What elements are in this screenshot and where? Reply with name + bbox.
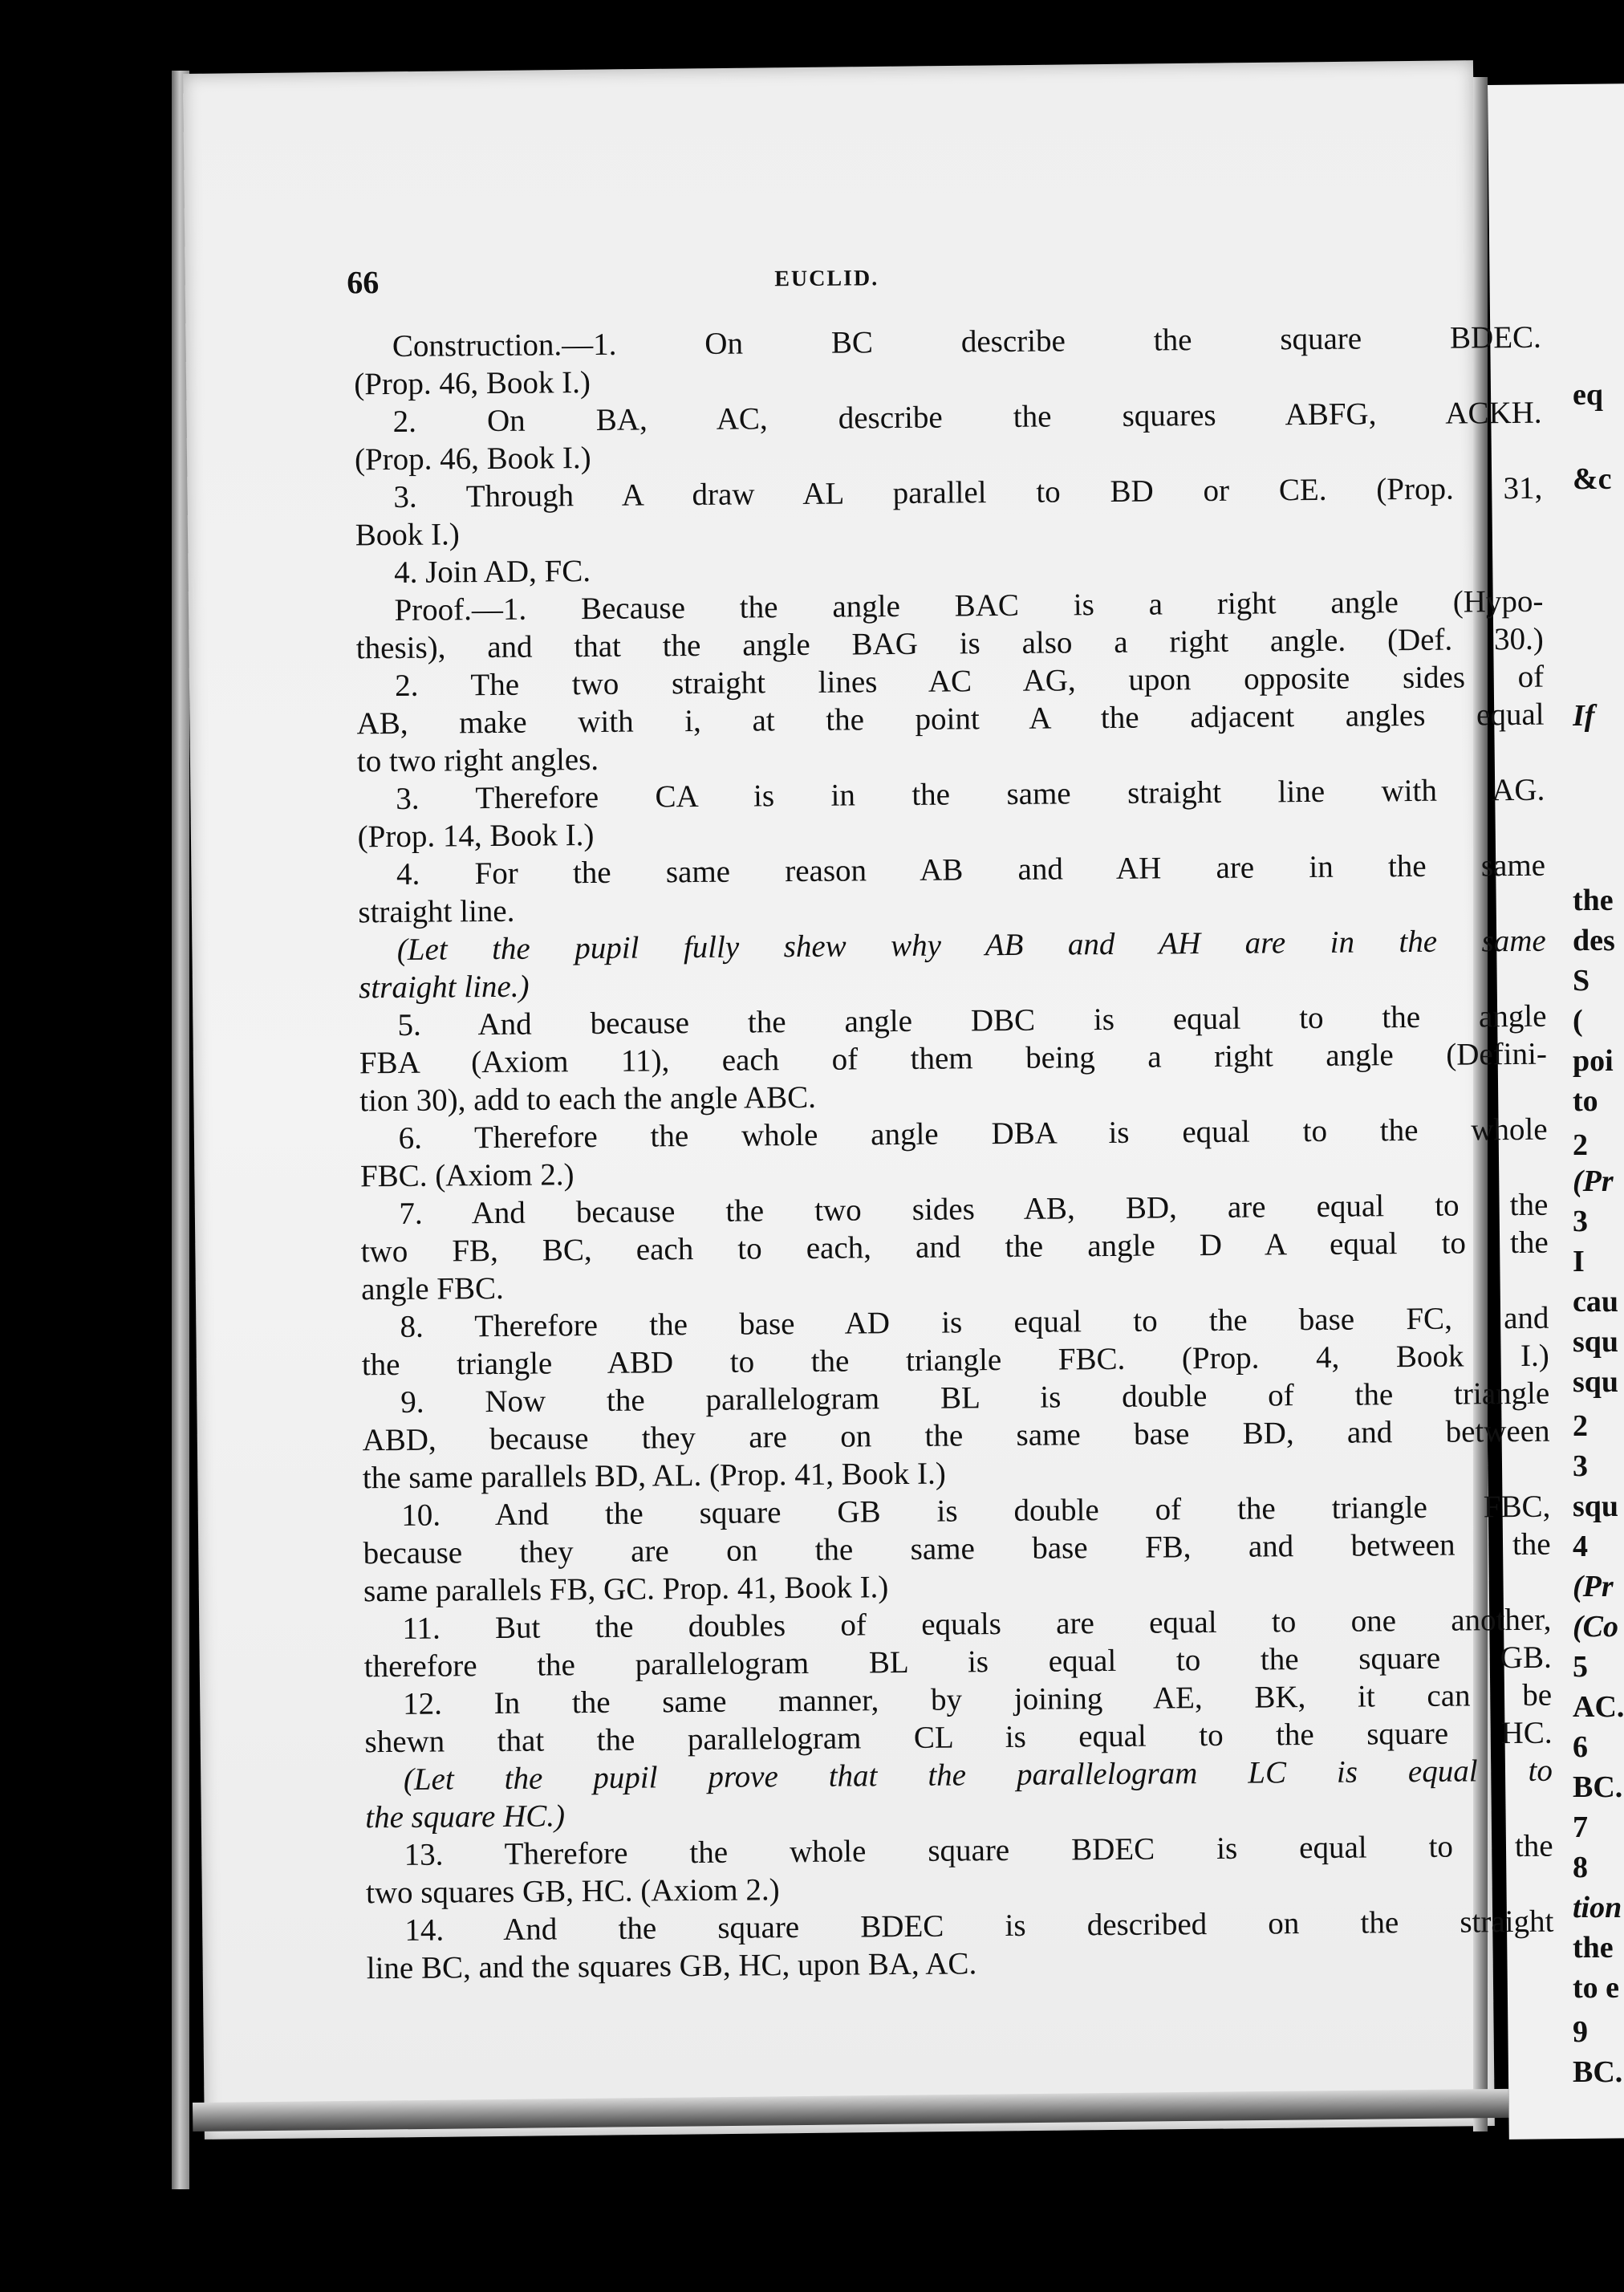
adjacent-page-fragment: 6: [1573, 1730, 1588, 1764]
adjacent-page-fragment: the: [1573, 884, 1614, 917]
text-line: to two right angles.: [356, 742, 599, 779]
text-line: 4. Join AD, FC.: [393, 554, 591, 590]
adjacent-page-fragment: squ: [1573, 1489, 1619, 1523]
text-line: line BC, and the squares GB, HC, upon BA, AC.: [366, 1946, 977, 1986]
text-line: same parallels FB, GC. Prop. 41, Book I.): [363, 1570, 889, 1609]
text-line: (Prop. 14, Book I.): [357, 818, 595, 855]
text-line: 3. Through A draw AL parallel to BD or CE. (Prop. 31,: [393, 470, 1543, 514]
text-line: ABD, because they are on the same base BD, and between: [362, 1413, 1550, 1458]
text-line: FBA (Axiom 11), each of them being a right angle (Defini-: [359, 1036, 1548, 1081]
text-line: 10. And the square GB is double of the triangle FBC,: [401, 1489, 1551, 1533]
adjacent-page-fragment: BC.: [1573, 1770, 1623, 1804]
adjacent-page-fragment: 8: [1573, 1851, 1588, 1884]
adjacent-page-fragment: 4: [1573, 1530, 1588, 1563]
text-line: Construction.—1. On BC describe the square BDEC.: [392, 319, 1542, 364]
text-line: 13. Therefore the whole square BDEC is equal to the: [404, 1828, 1553, 1872]
adjacent-page-fragment: cau: [1573, 1285, 1618, 1319]
text-line: 6. Therefore the whole angle DBA is equal to the whole: [398, 1111, 1548, 1156]
adjacent-page-fragment: (Pr: [1573, 1570, 1614, 1603]
adjacent-page-fragment: I: [1573, 1245, 1585, 1278]
text-line: 7. And because the two sides AB, BD, are equal to the: [399, 1187, 1549, 1231]
text-line: the same parallels BD, AL. (Prop. 41, Book I.): [362, 1456, 946, 1496]
text-line: 8. Therefore the base AD is equal to the base FC, and: [400, 1300, 1549, 1344]
text-line: Proof.—1. Because the angle BAC is a right angle (Hypo-: [394, 583, 1544, 628]
text-line: 11. But the doubles of equals are equal to one another,: [402, 1602, 1552, 1646]
text-line: the triangle ABD to the triangle FBC. (Prop. 4, Book I.): [361, 1338, 1549, 1383]
text-line: because they are on the same base FB, and between the: [363, 1526, 1551, 1571]
text-line: two FB, BC, each to each, and the angle D A equal to the: [360, 1225, 1549, 1270]
adjacent-page-fragment: If: [1573, 699, 1595, 733]
adjacent-page-fragment: 7: [1573, 1810, 1588, 1844]
text-line: angle FBC.: [360, 1270, 504, 1307]
adjacent-page-fragment: 3: [1573, 1205, 1588, 1238]
page-number: 66: [347, 264, 380, 301]
text-line: (Prop. 46, Book I.): [354, 441, 591, 478]
running-head: EUCLID.: [774, 266, 879, 292]
adjacent-page-fragment: the: [1573, 1931, 1614, 1965]
adjacent-page-fragment: eq: [1573, 378, 1603, 412]
page-header: [185, 247, 1372, 305]
text-line: 12. In the same manner, by joining AE, BK, it can be: [403, 1677, 1553, 1721]
adjacent-page-fragment: squ: [1573, 1325, 1619, 1359]
adjacent-page-fragment: 9: [1573, 2015, 1588, 2049]
text-line: (Let the pupil prove that the parallelogram LC is equal to: [403, 1753, 1553, 1797]
text-line: shewn that the parallelogram CL is equal to the square HC.: [364, 1715, 1553, 1760]
text-line: 2. The two straight lines AC AG, upon opposite sides of: [395, 659, 1545, 703]
text-line: 5. And because the angle DBC is equal to the angle: [397, 998, 1547, 1042]
adjacent-page-fragment: (Co: [1573, 1610, 1618, 1644]
adjacent-page-fragment: poi: [1573, 1044, 1614, 1078]
text-line: Book I.): [355, 517, 460, 553]
text-line: the square HC.): [365, 1798, 566, 1835]
adjacent-page-fragment: &c: [1573, 462, 1612, 496]
text-line: 4. For the same reason AB and AH are in the same: [396, 847, 1546, 892]
adjacent-page-fragment: des: [1573, 924, 1615, 957]
adjacent-page-fragment: 2: [1573, 1409, 1588, 1443]
adjacent-page-fragment: BC.: [1573, 2055, 1623, 2089]
text-line: AB, make with i, at the point A the adjacent angles equal: [356, 697, 1545, 742]
text-line: therefore the parallelogram BL is equal to the square GB.: [363, 1640, 1552, 1684]
text-line: two squares GB, HC. (Axiom 2.): [365, 1872, 780, 1911]
adjacent-page-fragment: AC.: [1573, 1690, 1624, 1724]
adjacent-page-fragment: 3: [1573, 1449, 1588, 1483]
text-line: 3. Therefore CA is in the same straight line with AG.: [396, 772, 1545, 816]
text-line: thesis), and that the angle BAG is also a right angle. (Def. 30.): [355, 621, 1544, 666]
text-line: tion 30), add to each the angle ABC.: [359, 1079, 817, 1119]
adjacent-page-fragment: 2: [1573, 1128, 1588, 1162]
adjacent-page-fragment: (: [1573, 1004, 1583, 1038]
text-line: 14. And the square BDEC is described on the straight: [404, 1904, 1554, 1948]
adjacent-page-fragment: 5: [1573, 1650, 1588, 1684]
adjacent-page-fragment: to: [1573, 1084, 1598, 1118]
text-line: straight line.: [358, 893, 515, 930]
adjacent-page-fragment: to e: [1573, 1971, 1620, 2005]
proof-text: [354, 319, 1554, 1988]
adjacent-page-fragment: S: [1573, 964, 1590, 998]
text-line: (Prop. 46, Book I.): [354, 365, 591, 402]
text-line: 9. Now the parallelogram BL is double of the triangle: [400, 1376, 1550, 1420]
text-line: (Let the pupil fully shew why AB and AH are in the same: [396, 923, 1546, 967]
adjacent-page-fragment: squ: [1573, 1365, 1619, 1399]
text-line: straight line.): [358, 969, 530, 1006]
text-line: FBC. (Axiom 2.): [359, 1157, 574, 1194]
text-line: 2. On BA, AC, describe the squares ABFG, ACKH.: [392, 395, 1542, 439]
adjacent-page-fragment: tion: [1573, 1891, 1622, 1924]
adjacent-page-fragment: (Pr: [1573, 1164, 1614, 1198]
